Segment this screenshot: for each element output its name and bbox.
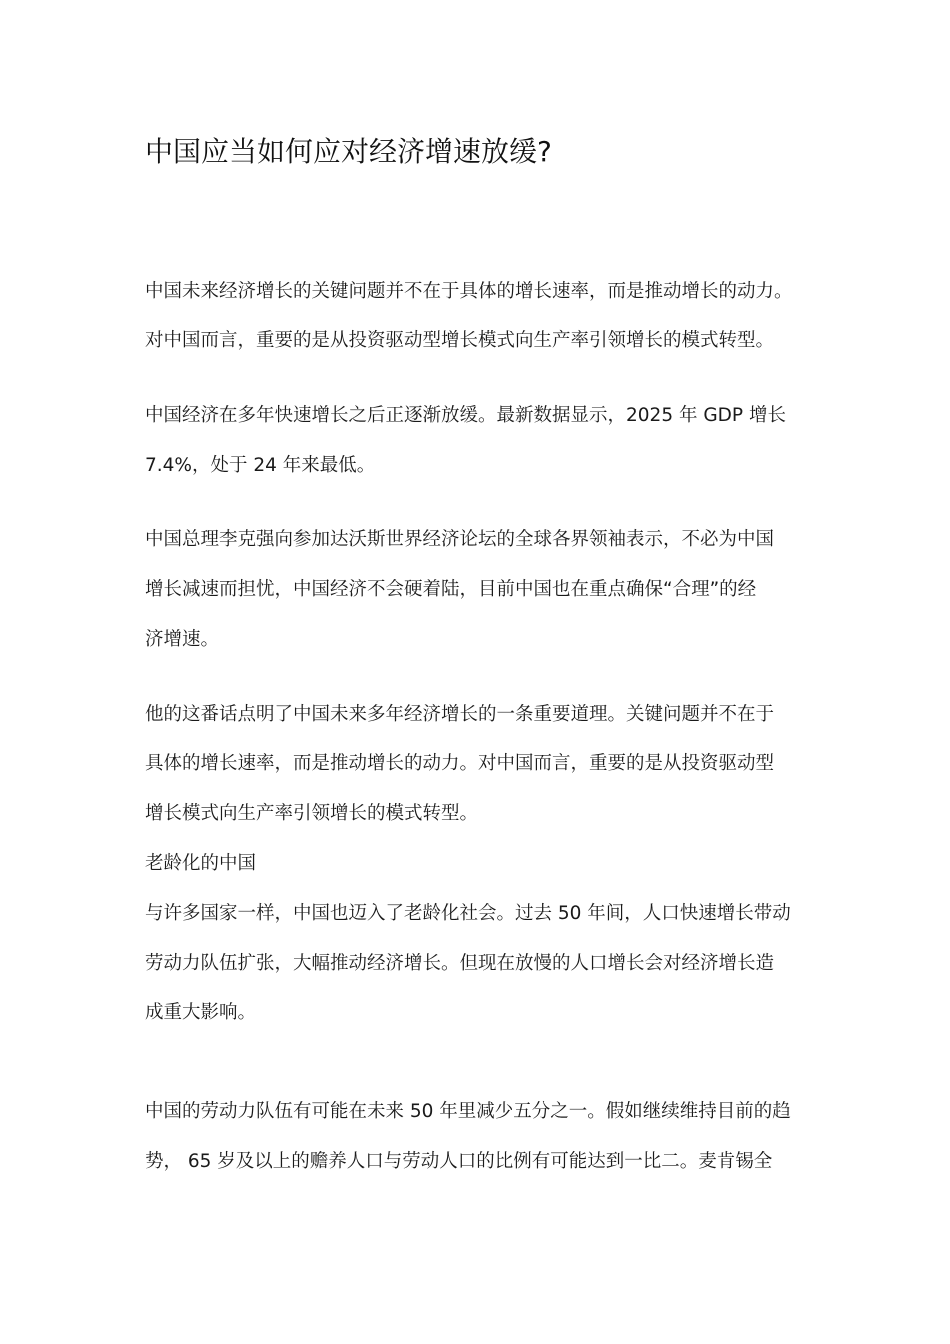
paragraph-4-line-3: 增长模式向生产率引领增长的模式转型。 xyxy=(145,803,479,824)
paragraph-5-line-1: 与许多国家一样，中国也迈入了老龄化社会。过去 50 年间，人口快速增长带动 xyxy=(145,903,791,924)
paragraph-2-line-1: 中国经济在多年快速增长之后正逐渐放缓。最新数据显示，2025 年 GDP 增长 xyxy=(145,405,786,426)
article-title: 中国应当如何应对经济增速放缓? xyxy=(145,135,552,168)
paragraph-5-line-2: 劳动力队伍扩张，大幅推动经济增长。但现在放慢的人口增长会对经济增长造 xyxy=(145,953,775,974)
section-heading: 老龄化的中国 xyxy=(145,853,257,874)
paragraph-3-line-1: 中国总理李克强向参加达沃斯世界经济论坛的全球各界领袖表示，不必为中国 xyxy=(145,529,775,550)
paragraph-1-line-2: 对中国而言，重要的是从投资驱动型增长模式向生产率引领增长的模式转型。 xyxy=(145,330,775,351)
paragraph-4-line-2: 具体的增长速率，而是推动增长的动力。对中国而言，重要的是从投资驱动型 xyxy=(145,753,775,774)
paragraph-2-line-2: 7.4%，处于 24 年来最低。 xyxy=(145,455,376,476)
paragraph-1-line-1: 中国未来经济增长的关键问题并不在于具体的增长速率，而是推动增长的动力。 xyxy=(145,281,793,302)
paragraph-3-line-2: 增长减速而担忧，中国经济不会硬着陆，目前中国也在重点确保“合理”的经 xyxy=(145,579,757,600)
paragraph-3-line-3: 济增速。 xyxy=(145,629,220,650)
paragraph-4-line-1: 他的这番话点明了中国未来多年经济增长的一条重要道理。关键问题并不在于 xyxy=(145,704,775,725)
paragraph-6-line-1: 中国的劳动力队伍有可能在未来 50 年里减少五分之一。假如继续维持目前的趋 xyxy=(145,1101,791,1122)
paragraph-5-line-3: 成重大影响。 xyxy=(145,1002,257,1023)
paragraph-6-line-2: 势， 65 岁及以上的赡养人口与劳动人口的比例有可能达到一比二。麦肯锡全 xyxy=(145,1151,773,1172)
